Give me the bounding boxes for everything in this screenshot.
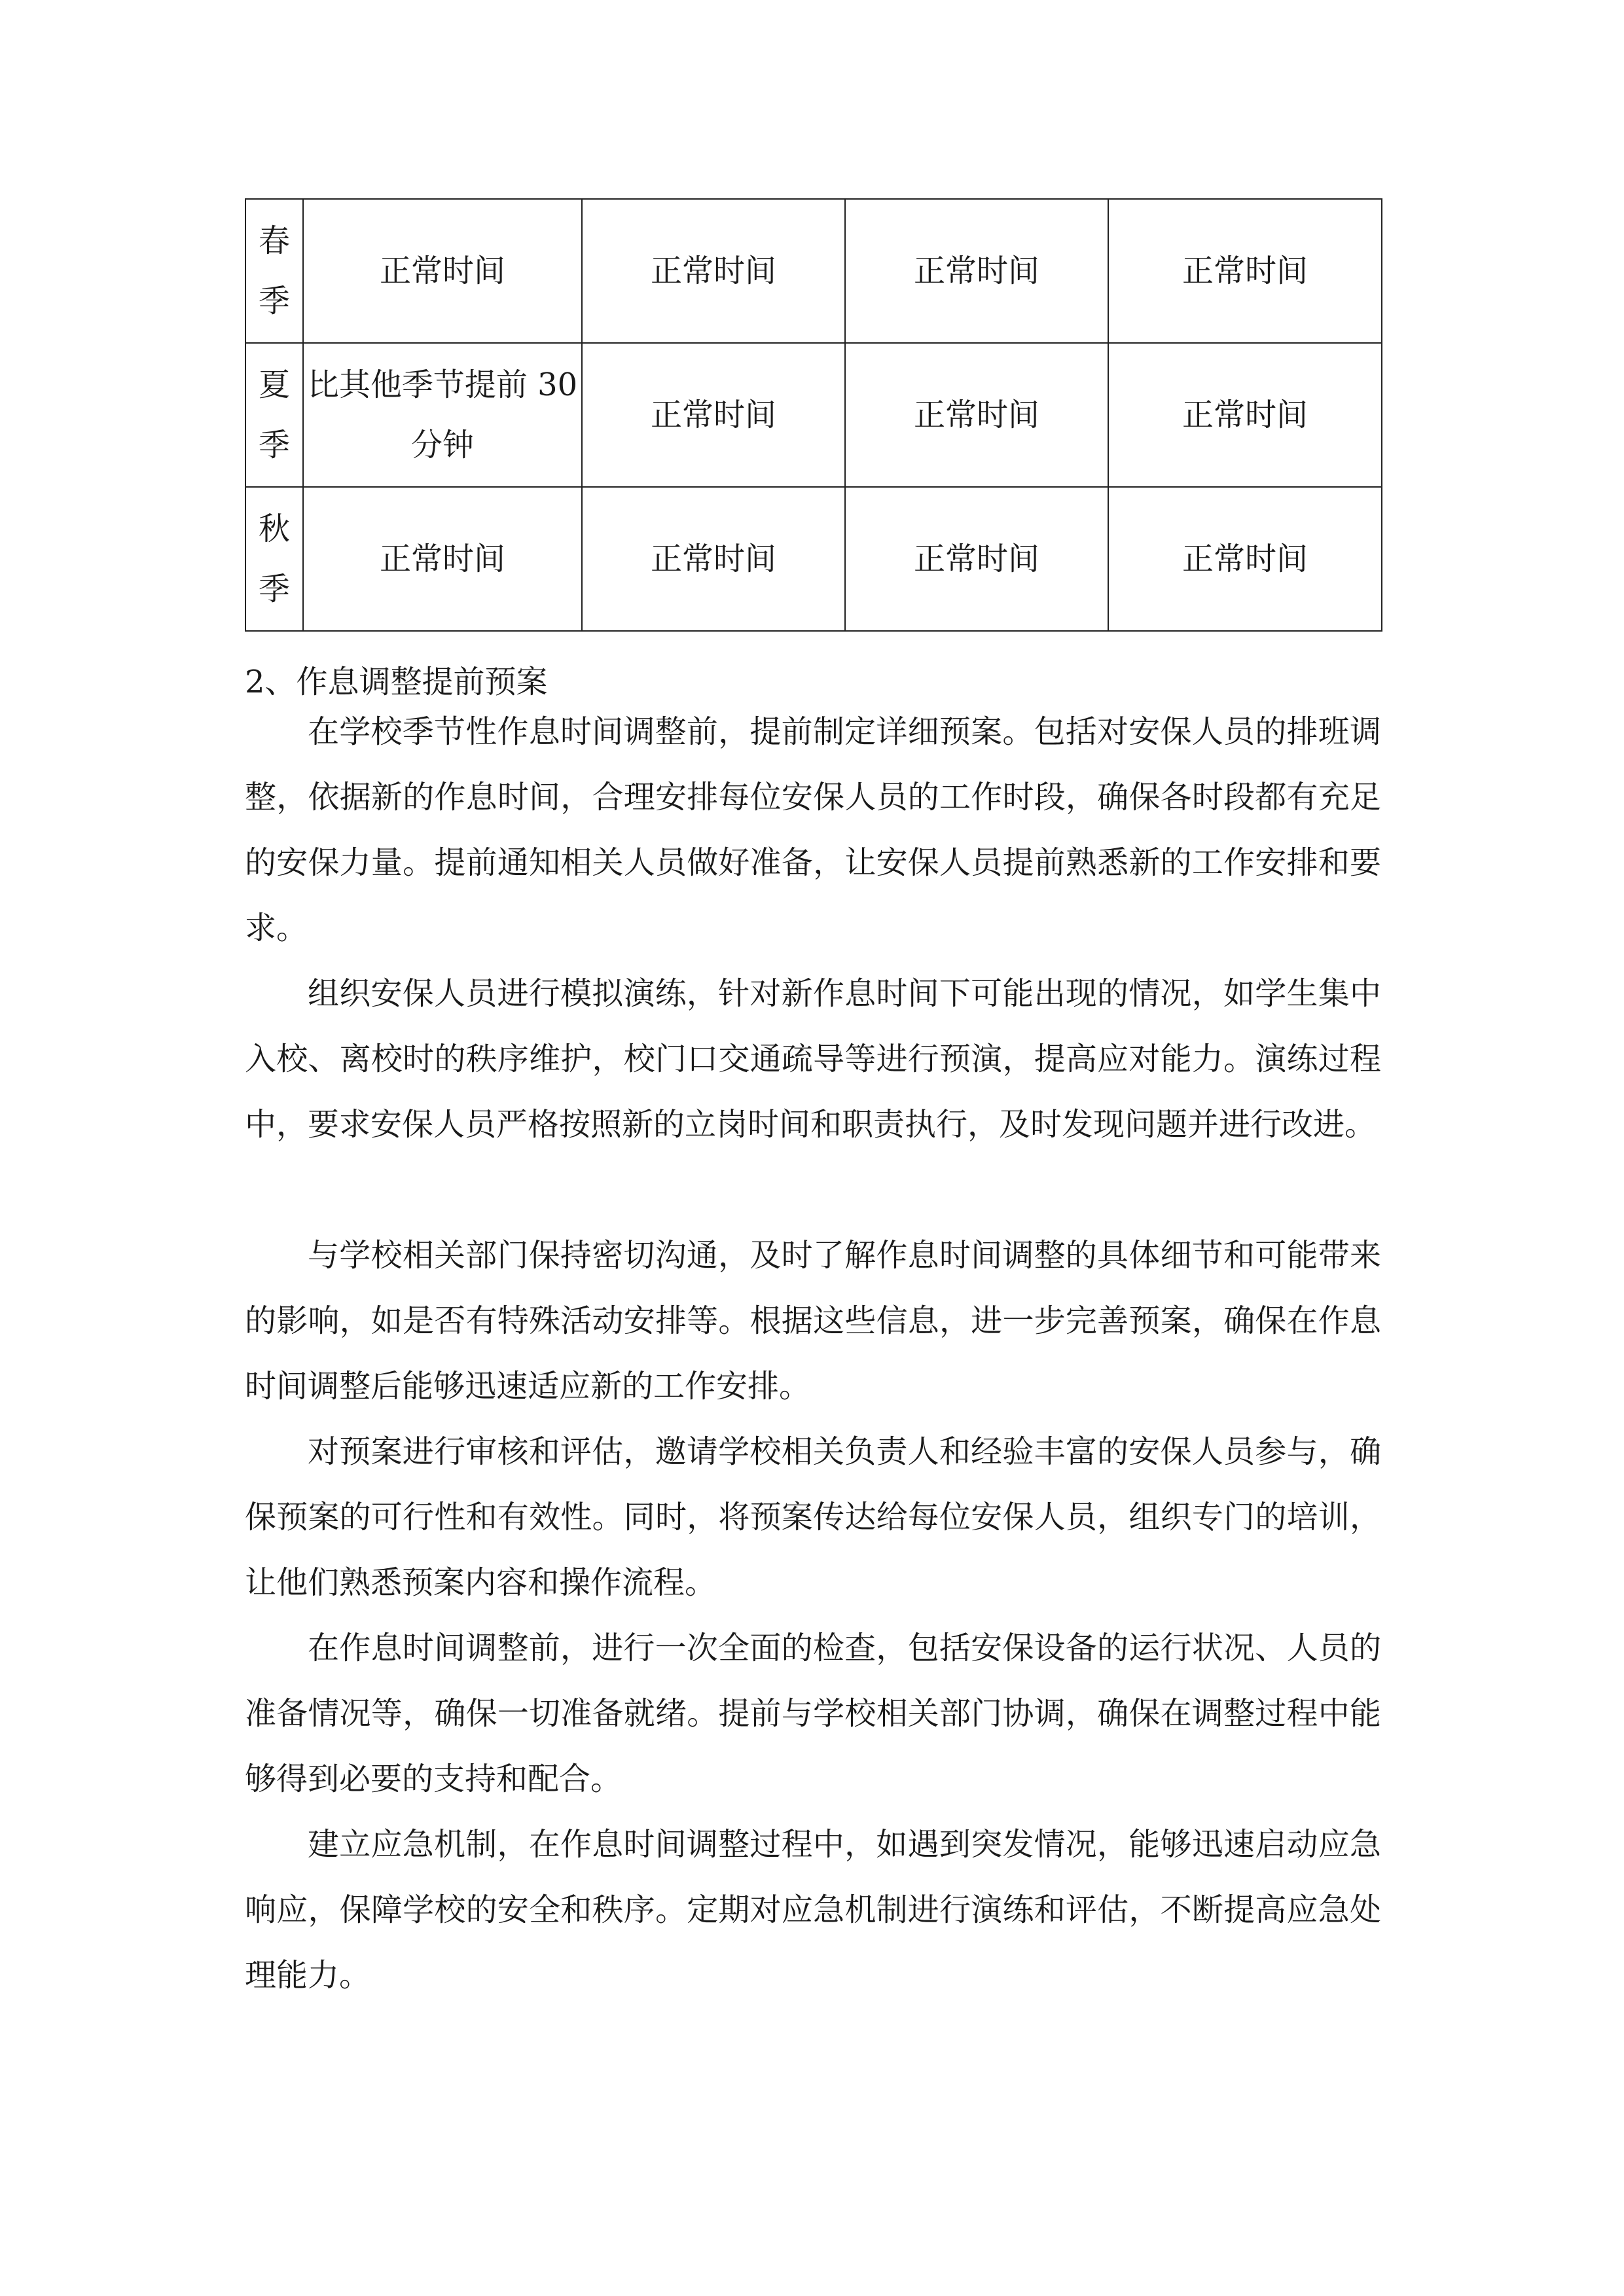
season-cell (245, 343, 303, 487)
table-cell: 正常时间 (582, 487, 845, 631)
season-char: 季 (258, 283, 290, 319)
season-char: 季 (258, 427, 290, 463)
table-cell: 正常时间 (582, 343, 845, 487)
season-char: 夏 (258, 367, 290, 403)
table-cell: 正常时间 (303, 487, 582, 631)
season-schedule-table (245, 198, 1382, 632)
season-char: 秋 (258, 511, 290, 547)
paragraph: 建立应急机制，在作息时间调整过程中，如遇到突发情况，能够迅速启动应急响应，保障学校的安全和秩序。定期对应急机制进行演练和评估，不断提高应急处理能力。 (245, 1826, 1381, 1994)
table-cell: 比其他季节提前 30 分钟 (303, 343, 582, 487)
table-cell: 正常时间 (845, 343, 1108, 487)
table-cell: 正常时间 (303, 199, 582, 343)
table-cell: 正常时间 (845, 199, 1108, 343)
season-char: 春 (258, 223, 290, 259)
paragraph: 对预案进行审核和评估，邀请学校相关负责人和经验丰富的安保人员参与，确保预案的可行性和有效性。同时，将预案传达给每位安保人员，组织专门的培训，让他们熟悉预案内容和操作流程。 (245, 1433, 1381, 1601)
table-cell: 正常时间 (1108, 343, 1382, 487)
season-char: 季 (258, 571, 290, 607)
paragraph: 在学校季节性作息时间调整前，提前制定详细预案。包括对安保人员的排班调整，依据新的作息时间，合理安排每位安保人员的工作时段，确保各时段都有充足的安保力量。提前通知相关人员做好准备，让安保人员提前熟悉新的工作安排和要求。 (245, 713, 1381, 946)
table-cell: 正常时间 (845, 487, 1108, 631)
paragraph: 在作息时间调整前，进行一次全面的检查，包括安保设备的运行状况、人员的准备情况等，确保一切准备就绪。提前与学校相关部门协调，确保在调整过程中能够得到必要的支持和配合。 (245, 1630, 1381, 1797)
table-row (245, 487, 1382, 631)
paragraph: 组织安保人员进行模拟演练，针对新作息时间下可能出现的情况，如学生集中入校、离校时的秩序维护，校门口交通疏导等进行预演，提高应对能力。演练过程中，要求安保人员严格按照新的立岗时间和职责执行，及时发现问题并进行改进。 (245, 975, 1381, 1143)
table-row (245, 343, 1382, 487)
season-cell (245, 487, 303, 631)
paragraph: 与学校相关部门保持密切沟通，及时了解作息时间调整的具体细节和可能带来的影响，如是否有特殊活动安排等。根据这些信息，进一步完善预案，确保在作息时间调整后能够迅速适应新的工作安排。 (245, 1237, 1381, 1405)
section-heading: 2、作息调整提前预案 (245, 664, 548, 700)
table-cell: 正常时间 (582, 199, 845, 343)
table-row (245, 199, 1382, 343)
table-cell: 正常时间 (1108, 487, 1382, 631)
table-cell: 正常时间 (1108, 199, 1382, 343)
season-cell (245, 199, 303, 343)
